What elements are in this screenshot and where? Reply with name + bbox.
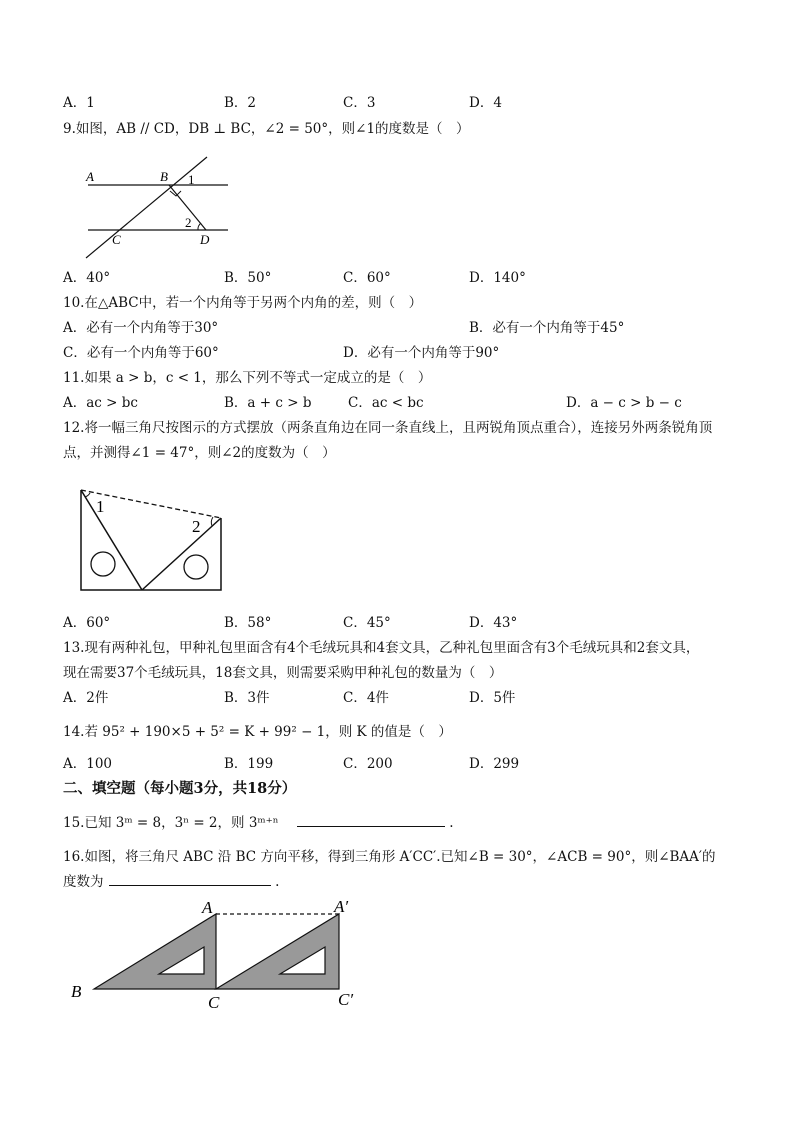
q13-option-b: B．3件 <box>224 690 270 706</box>
q16-figure <box>64 894 384 1016</box>
q11-option-b: B．a + c > b <box>224 395 312 411</box>
hypotenuse-left <box>81 490 142 590</box>
q13-stem-line2: 现在需要37个毛绒玩具，18套文具，则需要采购甲种礼包的数量为（ ） <box>63 665 503 681</box>
q13-option-d: D．5件 <box>469 690 516 706</box>
right-hole <box>184 555 208 579</box>
q16-line2 <box>63 870 279 890</box>
q14-option-c: C．200 <box>343 756 393 772</box>
q11-stem: 11.如果 a > b，c < 1，那么下列不等式一定成立的是（ ） <box>63 370 432 386</box>
label-a: A <box>86 169 94 184</box>
q10-stem: 10.在△ABC中，若一个内角等于另两个内角的差，则（ ） <box>63 295 423 311</box>
label-2: 2 <box>192 517 201 536</box>
label-c: C <box>208 993 220 1012</box>
q9-figure <box>80 150 240 262</box>
label-c-prime: C′ <box>338 990 354 1009</box>
label-1: 1 <box>96 497 105 516</box>
label-b: B <box>71 982 82 1001</box>
label-b: B <box>160 169 168 184</box>
q15-stem: 15.已知 3ᵐ = 8，3ⁿ = 2，则 3ᵐ⁺ⁿ <box>63 815 279 831</box>
q9-stem: 9.如图，AB // CD，DB ⊥ BC，∠2 = 50°，则∠1的度数是（ ） <box>63 121 470 137</box>
section-title: 二、填空题（每小题3分，共18分） <box>63 780 297 797</box>
q16-stem-line2: 度数为 <box>63 874 104 890</box>
q11-option-a: A．ac > bc <box>63 395 138 411</box>
q12-option-d: D．43° <box>469 615 518 631</box>
label-1: 1 <box>188 172 195 187</box>
label-c: C <box>112 232 121 247</box>
q12-stem-line1: 12.将一幅三角尺按图示的方式摆放（两条直角边在同一条直线上，且两锐角顶点重合），连接另外两条锐角顶 <box>63 420 713 436</box>
q15-answer-blank[interactable] <box>297 813 445 827</box>
q14-option-b: B．199 <box>224 756 274 772</box>
q13-stem-line1: 13.现有两种礼包，甲种礼包里面含有4个毛绒玩具和4套文具，乙种礼包里面含有3个毛绒玩具和2套文具， <box>63 640 700 656</box>
q8-option-c: C．3 <box>343 95 376 111</box>
q9-option-d: D．140° <box>469 270 526 286</box>
triangle-acc-prime <box>216 914 339 989</box>
q12-option-a: A．60° <box>63 615 111 631</box>
label-d: D <box>200 232 210 247</box>
q12-option-c: C．45° <box>343 615 391 631</box>
angle-1-arc <box>85 493 90 497</box>
q14-option-a: A．100 <box>63 756 113 772</box>
q8-option-d: D．4 <box>469 95 502 111</box>
q13-option-a: A．2件 <box>63 690 109 706</box>
label-2: 2 <box>185 215 192 230</box>
q16-stem-line1: 16.如图，将三角尺 ABC 沿 BC 方向平移，得到三角形 A′CC′.已知∠B = 30°，∠ACB = 90°，则∠BAA′的 <box>63 849 716 865</box>
q16-end: . <box>275 874 280 890</box>
q14-stem: 14.若 95² + 190×5 + 5² = K + 99² − 1，则 K 的值是（ ） <box>63 724 452 740</box>
q14-option-d: D．299 <box>469 756 520 772</box>
q10-option-d: D．必有一个内角等于90° <box>343 345 500 361</box>
q9-option-c: C．60° <box>343 270 391 286</box>
q8-option-a: A．1 <box>63 95 95 111</box>
left-hole <box>91 552 115 576</box>
q12-figure <box>75 482 227 594</box>
q12-option-b: B．58° <box>224 615 272 631</box>
label-a-prime: A′ <box>334 897 349 916</box>
q11-option-d: D．a − c > b − c <box>566 395 682 411</box>
q9-option-b: B．50° <box>224 270 272 286</box>
q10-option-b: B．必有一个内角等于45° <box>469 320 625 336</box>
q15-end: . <box>449 815 454 831</box>
q10-option-a: A．必有一个内角等于30° <box>63 320 219 336</box>
label-a: A <box>202 898 213 917</box>
angle-2-arc <box>198 223 201 230</box>
q11-option-c: C．ac < bc <box>348 395 424 411</box>
q9-option-a: A．40° <box>63 270 111 286</box>
q8-option-b: B．2 <box>224 95 257 111</box>
q13-option-c: C．4件 <box>343 690 389 706</box>
q12-stem-line2: 点，并测得∠1 = 47°，则∠2的度数为（ ） <box>63 445 336 461</box>
q10-option-c: C．必有一个内角等于60° <box>63 345 219 361</box>
q15-line <box>63 811 454 831</box>
triangle-abc <box>94 914 216 989</box>
q16-answer-blank[interactable] <box>109 872 271 886</box>
hypotenuse-right <box>142 518 221 590</box>
